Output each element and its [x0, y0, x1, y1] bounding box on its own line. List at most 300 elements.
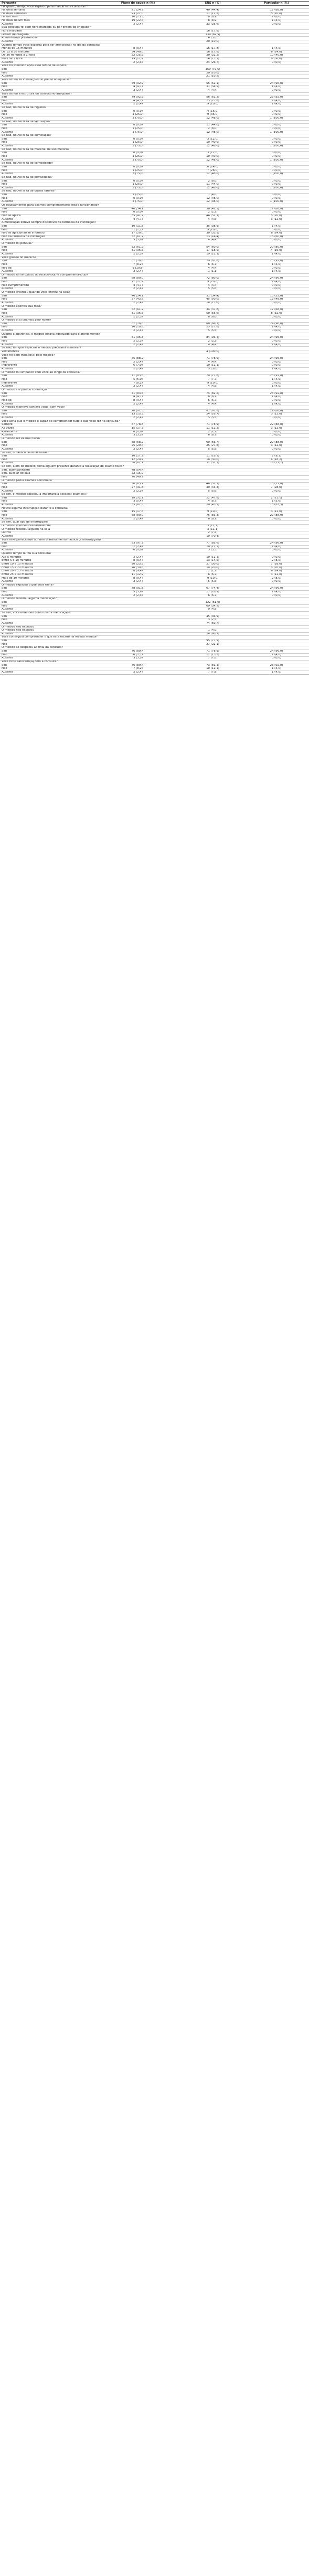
table-row — [0, 329, 309, 333]
plano-value: 22 (25,9) — [131, 54, 145, 57]
table-row — [0, 145, 309, 148]
particular-value: 1 (100,0) — [270, 131, 283, 134]
answer-label: Sim — [2, 542, 7, 545]
plano-value: 26 (30,6) — [131, 566, 145, 569]
sus-value: 7 (7,8) — [208, 657, 218, 660]
question-text: Se não, houve falta de comodidade? — [2, 162, 54, 165]
particular-value: 1 (4,0) — [272, 281, 281, 284]
plano-value: 35 (41,2) — [131, 214, 145, 217]
answer-label: Sim — [2, 441, 7, 444]
particular-value: 24 (96,0) — [270, 587, 283, 590]
sus-value: 4 (4,4) — [208, 360, 218, 364]
sus-value: 1 (4,0) — [208, 194, 218, 197]
particular-value: 5 (20,0) — [271, 214, 282, 217]
data-table — [0, 0, 309, 678]
particular-value: 0 (0,0) — [272, 556, 281, 559]
question-text: Se não, houve falta de iluminação? — [2, 134, 51, 137]
answer-label: Sim — [2, 336, 7, 339]
sus-value: 9 (10,0) — [207, 281, 219, 284]
question-row — [0, 148, 309, 152]
sus-value: 25 (27,8) — [206, 444, 219, 448]
plano-value: 5 (5,8) — [133, 239, 143, 242]
particular-value: 4 (16,0) — [271, 249, 282, 252]
question-text: Houve alguma interrupção durante a consulta? — [2, 507, 69, 510]
answer-label: Ausente — [2, 504, 14, 507]
plano-value: 20 (23,5) — [131, 563, 145, 566]
particular-value: 1 (4,0) — [272, 667, 281, 670]
sus-value: 9 (10,0) — [207, 510, 219, 514]
table-row — [0, 500, 309, 504]
answer-label: Ausente — [2, 549, 14, 552]
plano-value: 5 (5,9) — [133, 591, 143, 594]
answer-label: Não — [2, 169, 7, 172]
question-row — [0, 598, 309, 601]
sus-value: 3 (11,1) — [207, 524, 219, 527]
particular-value: 1 (4,0) — [272, 385, 281, 388]
table-row — [0, 344, 309, 347]
question-text: O médico pediu exames adicionais? — [2, 479, 52, 482]
table-row — [0, 249, 309, 253]
answer-label: Ausente — [2, 657, 14, 660]
answer-label: Ausente — [2, 301, 14, 304]
table-row — [0, 455, 309, 459]
plano-value: 6 (7,0) — [133, 364, 143, 367]
sus-value: 35 (38,9) — [206, 225, 219, 228]
table-row — [0, 643, 309, 647]
table-row — [0, 152, 309, 155]
answer-label: Sim — [2, 294, 7, 297]
answer-label: Ausente — [2, 158, 14, 162]
table-row — [0, 385, 309, 389]
sus-value: 16 (17,8) — [206, 29, 219, 33]
sus-value: 12 (48,0) — [206, 197, 219, 200]
table-row — [0, 173, 309, 176]
table-row — [0, 472, 309, 476]
particular-value: 0 (0,0) — [272, 179, 281, 183]
table-row — [0, 51, 309, 55]
sus-value: 122 (61,0) — [205, 601, 220, 604]
particular-value: 0 (0,0) — [272, 169, 281, 172]
answer-label: Ausente — [2, 288, 14, 291]
particular-value: 23 (92,0) — [270, 375, 283, 378]
plano-value: 79 (92,9) — [131, 82, 145, 85]
sus-value: 12 (48,0) — [206, 200, 219, 204]
answer-label: Ausente — [2, 608, 14, 611]
table-row — [0, 336, 309, 340]
plano-value: 2 (2,4) — [133, 670, 143, 674]
answer-label: Não sei — [2, 267, 12, 270]
sus-value: 6 (6,7) — [208, 573, 218, 576]
answer-label: Menos de 15 minutos — [2, 47, 33, 50]
question-text: Você foi bem tratado(a) pelo médico? — [2, 354, 55, 357]
answer-label: Sim — [2, 308, 7, 312]
particular-value: 6 (24,0) — [271, 50, 282, 54]
answer-label: Não — [2, 113, 7, 116]
particular-value: 22 (88,0) — [270, 441, 283, 444]
table-row — [0, 281, 309, 284]
plano-value: 18 (52,1) — [131, 496, 145, 499]
plano-value: 2 (2,4) — [133, 417, 143, 420]
table-row — [0, 448, 309, 452]
sus-value: 7 (7,7) — [208, 378, 218, 381]
table-row — [0, 434, 309, 438]
table-row — [0, 601, 309, 605]
answer-label: Não — [2, 127, 7, 130]
sus-value: 16 (17,8) — [206, 47, 219, 50]
plano-value: 2 (2,4) — [133, 448, 143, 451]
table-row — [0, 570, 309, 573]
question-text: Se não, houve falta de higiene? — [2, 107, 47, 110]
sus-value: 6 (6,6) — [208, 315, 218, 318]
plano-value: 8 (9,4) — [133, 559, 143, 562]
table-row — [0, 308, 309, 312]
answer-label: Não — [2, 378, 7, 381]
plano-value: 4 (4,7) — [133, 218, 143, 221]
answer-label: Não — [2, 99, 7, 102]
plano-value: 2 (2,4) — [133, 580, 143, 583]
plano-value: 70 (49,7) — [131, 475, 145, 478]
answer-label: Sim — [2, 207, 7, 210]
question-row — [0, 333, 309, 337]
plano-value: 3 (75,0) — [132, 186, 144, 189]
sus-value: 11 (12,2) — [206, 12, 219, 15]
table-row — [0, 13, 309, 16]
question-text: Os equipamentos para exames complementares estão funcionando? — [2, 204, 99, 207]
answer-label: Ausente — [2, 200, 14, 204]
table-row — [0, 159, 309, 163]
particular-value: 23 (92,0) — [270, 260, 283, 263]
table-row — [0, 528, 309, 532]
table-row — [0, 200, 309, 204]
table-row — [0, 640, 309, 643]
sus-value: 24 (60,7) — [206, 632, 219, 635]
question-row — [0, 438, 309, 441]
table-row — [0, 364, 309, 368]
answer-label: Ausente — [2, 270, 14, 273]
table-row — [0, 239, 309, 242]
sus-value: 25 (27,8) — [206, 326, 219, 329]
answer-label: Ausente — [2, 402, 14, 406]
question-row — [0, 291, 309, 295]
question-text: Se sim, o médico lavou as mãos? — [2, 451, 49, 454]
particular-value: 12 (48,0) — [270, 298, 283, 301]
plano-value: 2 (2,4) — [133, 23, 143, 26]
table-row — [0, 546, 309, 549]
answer-label: Sim — [2, 277, 7, 280]
answer-label: Ausente — [2, 417, 14, 420]
answer-label: Ausente — [2, 315, 14, 318]
plano-value: 7 (8,2) — [133, 381, 143, 385]
particular-value: 1 (4,0) — [272, 378, 281, 381]
table-row — [0, 68, 309, 72]
plano-value: 31 (36,5) — [131, 249, 145, 252]
particular-value: 2 (11,1) — [271, 496, 282, 499]
sus-value: 77 (85,6) — [206, 542, 219, 545]
sus-value: 1 (1,1) — [208, 270, 218, 273]
sus-value: 10 (11,1) — [206, 545, 219, 548]
sus-value: 2 (2,2) — [208, 340, 218, 343]
question-row — [0, 612, 309, 615]
answer-label: Há quanto tempo você esperou para marcar esta consulta? — [2, 5, 86, 8]
table-row — [0, 75, 309, 79]
table-row — [0, 361, 309, 365]
plano-value: 2 (2,4) — [133, 270, 143, 273]
particular-value: 1 (4,0) — [272, 99, 281, 102]
table-row — [0, 664, 309, 668]
sus-value: 4 (100,0) — [206, 350, 219, 353]
answer-label: Não cumprimentou — [2, 284, 29, 287]
answer-label: Sim — [2, 357, 7, 360]
table-row — [0, 542, 309, 546]
plano-value: 2 (2,4) — [133, 556, 143, 559]
table-row — [0, 629, 309, 633]
answer-label: Ausente — [2, 89, 14, 92]
particular-value: 13 (52,0) — [270, 294, 283, 297]
plano-value: 34 (40,0) — [131, 50, 145, 54]
sus-value: 31 (51,7) — [206, 462, 219, 465]
plano-value: 23 (27,0) — [131, 12, 145, 15]
plano-value: 70 (82,3) — [131, 409, 145, 412]
table-row — [0, 619, 309, 622]
answer-label: Não — [2, 458, 7, 461]
table-row — [0, 131, 309, 135]
table-row — [0, 350, 309, 354]
question-row — [0, 26, 309, 30]
answer-label: De 15 a 30 minutos — [2, 50, 30, 54]
sus-value: 11 (12,2) — [206, 427, 219, 430]
answer-label: Ausente — [2, 670, 14, 674]
answer-label: O médico não explicou — [2, 629, 34, 632]
table-row — [0, 47, 309, 51]
plano-value: 3 (75,0) — [132, 117, 144, 120]
answer-label: Ausente — [2, 117, 14, 120]
sus-value: 14 (15,5) — [206, 58, 219, 61]
answer-label: Entre 10 e 15 minutos — [2, 563, 34, 566]
particular-value: 1 (4,0) — [272, 19, 281, 23]
particular-value: 1 (4,0) — [272, 545, 281, 548]
sus-value: 17 (18,9) — [206, 249, 219, 252]
table-row — [0, 208, 309, 211]
answer-label: Ausente — [2, 622, 14, 625]
particular-value: 1 (100,0) — [270, 145, 283, 148]
table-row — [0, 486, 309, 490]
particular-value: 1 (4,0) — [272, 86, 281, 89]
particular-value: 0 (0,0) — [272, 23, 281, 26]
answer-label: Não — [2, 141, 7, 144]
table-row — [0, 633, 309, 636]
answer-label: Ausente — [2, 103, 14, 106]
particular-value: 0 (0,0) — [272, 430, 281, 433]
plano-value: 2 (2,3) — [133, 252, 143, 256]
sus-value: 34 (37,8) — [206, 308, 219, 312]
particular-value: 23 (92,0) — [270, 392, 283, 395]
sus-value: 16 (17,8) — [206, 50, 219, 54]
plano-value: 83 (97,7) — [131, 542, 145, 545]
particular-value: 5 (20,0) — [271, 12, 282, 15]
answer-label: Ausente — [2, 462, 14, 465]
particular-value: 8 (32,0) — [271, 312, 282, 315]
answer-label: Sim — [2, 409, 7, 412]
table-row — [0, 357, 309, 361]
particular-value: 0 (0,0) — [272, 124, 281, 127]
sus-value: 31 (34,4) — [206, 294, 219, 297]
answer-label: Hora marcada — [2, 29, 22, 33]
answer-label: Ausente — [2, 368, 14, 371]
table-row — [0, 525, 309, 528]
plano-value: 13 (15,3) — [131, 413, 145, 416]
answer-label: Não — [2, 211, 7, 214]
particular-value: 1 (100,0) — [270, 173, 283, 176]
table-row — [0, 218, 309, 222]
sus-value: 20 (10,0) — [206, 40, 219, 43]
question-text: Você foi atendido após esse tempo de espera? — [2, 65, 68, 68]
question-row — [0, 661, 309, 664]
answer-label: Não — [2, 604, 7, 608]
particular-value: 1 (5,6) — [272, 500, 281, 503]
plano-value: 4 (4,7) — [133, 396, 143, 399]
sus-value: 4 (4,4) — [208, 239, 218, 242]
answer-label: Outros — [2, 531, 11, 535]
particular-value: 0 (0,0) — [272, 194, 281, 197]
answer-label: Não — [2, 619, 7, 622]
table-row — [0, 378, 309, 382]
answer-label: Não se aplica/não se informou — [2, 232, 45, 235]
table-row — [0, 215, 309, 218]
sus-value: 4 (16,0) — [207, 110, 219, 113]
question-row — [0, 107, 309, 110]
question-row — [0, 274, 309, 278]
plano-value: 12 (20,7) — [131, 458, 145, 461]
answer-label: Sim — [2, 650, 7, 653]
table-row — [0, 155, 309, 159]
particular-value: 0 (0,0) — [272, 288, 281, 291]
sus-value: 4 (4,4) — [208, 284, 218, 287]
particular-value: 1 (4,0) — [272, 653, 281, 656]
question-text: Quanto tempo você esperou para ser atendido(a) no dia da consulta? — [2, 44, 100, 47]
answer-label: Sim — [2, 96, 7, 99]
sus-value: 13 (14,5) — [206, 559, 219, 562]
answer-label: Ausente — [2, 252, 14, 256]
plano-value: 25 (29,4) — [131, 444, 145, 448]
table-row — [0, 288, 309, 291]
table-row — [0, 368, 309, 371]
question-row — [0, 626, 309, 630]
question-row — [0, 221, 309, 225]
particular-value: 6 (24,0) — [271, 570, 282, 573]
sus-value: 73 (81,1) — [206, 664, 219, 667]
question-text: Você achou a estrutura do consultório adequada? — [2, 92, 72, 95]
sus-value: 6 (6,7) — [208, 517, 218, 520]
particular-value: 2 (8,0) — [272, 16, 281, 19]
particular-value: 3 (12,0) — [271, 573, 282, 576]
answer-label: Há mais de um mês — [2, 19, 30, 23]
answer-label: Ausente — [2, 40, 14, 43]
answer-label: Sim — [2, 165, 7, 168]
answer-label: Sim — [2, 260, 7, 263]
answer-label: Sim — [2, 82, 7, 85]
question-text: Você acha que o médico é capaz de compreender tudo o que você diz na consulta? — [2, 420, 120, 423]
answer-label: Ausente — [2, 535, 14, 538]
question-row — [0, 134, 309, 138]
answer-label: Há um mês — [2, 16, 18, 19]
table-row — [0, 671, 309, 675]
plano-value: 58 (68,2) — [131, 441, 145, 444]
answer-label: Entre 20 e 25 minutos — [2, 570, 34, 573]
table-row — [0, 169, 309, 173]
sus-value: 4 (4,4) — [208, 267, 218, 270]
particular-value: 24 (96,0) — [270, 336, 283, 339]
sus-value: 22 (47,8) — [206, 496, 219, 499]
particular-value: 0 (0,0) — [272, 448, 281, 451]
sus-value: 24 (26,7) — [206, 413, 219, 416]
sus-value: 9 (10,0) — [207, 103, 219, 106]
answer-label: Sim — [2, 510, 7, 514]
question-row — [0, 319, 309, 323]
sus-value: 54 (60,0) — [206, 246, 219, 249]
question-row — [0, 480, 309, 483]
answer-label: Não — [2, 413, 7, 416]
table-row — [0, 19, 309, 23]
sus-value: 6 (6,7) — [208, 399, 218, 402]
header-question: Pergunta — [2, 2, 17, 5]
answer-label: Ausente — [2, 239, 14, 242]
answer-label: Vestimentas — [2, 350, 19, 353]
plano-value: 1 (1,2) — [133, 228, 143, 231]
particular-value: 1 (4,0) — [272, 263, 281, 266]
answer-label: Sempre — [2, 423, 13, 427]
table-row — [0, 232, 309, 236]
particular-value: 24 (96,0) — [270, 357, 283, 360]
question-row — [0, 584, 309, 588]
particular-value: 0 (0,0) — [272, 417, 281, 420]
particular-value: 0 (0,0) — [272, 141, 281, 144]
table-row — [0, 462, 309, 465]
question-text: O médico se despediu ao final da consulta? — [2, 646, 63, 650]
particular-value: 0 (0,0) — [272, 364, 281, 367]
table-row — [0, 236, 309, 239]
answer-label: Não — [2, 360, 7, 364]
sus-value: 12 (48,0) — [206, 173, 219, 176]
question-text: Se não, houve falta de ventilação? — [2, 120, 51, 123]
particular-value: 0 (0,0) — [272, 399, 281, 402]
table-row — [0, 86, 309, 89]
sus-value: 71 (78,9) — [206, 650, 219, 653]
answer-label: Não — [2, 298, 7, 301]
sus-value: 20 (43,5) — [206, 504, 219, 507]
plano-value: 2 (2,4) — [133, 545, 143, 548]
answer-label: Às vezes — [2, 427, 14, 430]
particular-value: 1 (100,0) — [270, 158, 283, 162]
sus-value: 69 (34,5) — [206, 604, 219, 608]
sus-value: 60 (66,7) — [206, 441, 219, 444]
plano-value: 3 (75,0) — [132, 200, 144, 204]
plano-value: 67 (78,8) — [131, 423, 145, 427]
question-row — [0, 452, 309, 455]
question-text: Se sim, qual tipo de interrupção? — [2, 521, 49, 524]
answer-label: Sim — [2, 152, 7, 155]
answer-label: Ausente — [2, 434, 14, 437]
sus-value: 3 (12,0) — [207, 152, 219, 155]
table-row — [0, 316, 309, 320]
particular-value: 1 (100,0) — [270, 186, 283, 189]
question-row — [0, 242, 309, 246]
sus-value: 159 (79,5) — [205, 68, 220, 71]
particular-value: 1 (4,0) — [272, 225, 281, 228]
particular-value: 24 (96,0) — [270, 322, 283, 325]
plano-value: 4 (4,7) — [133, 99, 143, 102]
sus-value: 79 (87,8) — [206, 260, 219, 263]
plano-value: 2 (2,4) — [133, 368, 143, 371]
